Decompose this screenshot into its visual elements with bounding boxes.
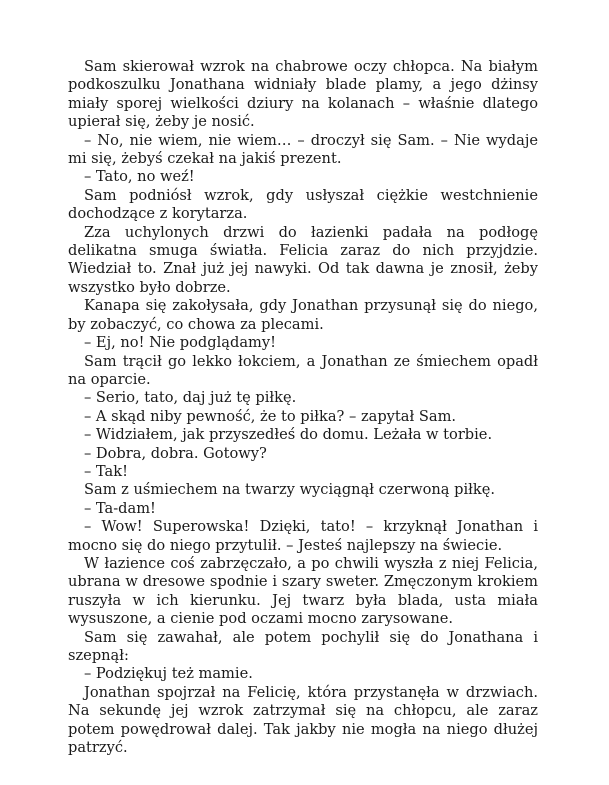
paragraph: Zza uchylonych drzwi do łazienki padała na podłogę delikatna smuga światła. Felicia zaraz do nich przyjdzie. Wiedział to. Znał już jej nawyki. Od tak dawna je znosił, żeby wszystko było dobrze.	[68, 223, 538, 296]
paragraph: Sam skierował wzrok na chabrowe oczy chłopca. Na białym podkoszulku Jonathana widniały blade plamy, a jego dżinsy miały sporej wielkości dziury na kolanach – właśnie dlatego upierał się, żeby je nosić.	[68, 58, 538, 131]
paragraph: Jonathan spojrzał na Felicię, która przystanęła w drzwiach. Na sekundę jej wzrok zatrzymał się na chłopcu, ale zaraz potem powędrował dalej. Tak jakby nie mogła na niego dłużej patrzyć.	[68, 683, 538, 757]
paragraph: Kanapa się zakołysała, gdy Jonathan przysunął się do niego, by zobaczyć, co chowa za plecami.	[68, 297, 538, 333]
paragraph: – Wow! Superowska! Dzięki, tato! – krzyknął Jonathan i mocno się do niego przytulił. – Jesteś najlepszy na świecie.	[68, 518, 538, 554]
paragraph: – Podziękuj też mamie.	[84, 665, 253, 683]
paragraph: Sam trącił go lekko łokciem, a Jonathan ze śmiechem opadł na oparcie.	[68, 352, 538, 388]
paragraph: – Tato, no weź!	[84, 168, 195, 186]
paragraph: – Serio, tato, daj już tę piłkę.	[84, 389, 297, 407]
paragraph: – A skąd niby pewność, że to piłka? – zapytał Sam.	[84, 407, 457, 425]
paragraph: – Tak!	[84, 462, 128, 480]
paragraph: – Ej, no! Nie podglądamy!	[84, 334, 276, 352]
paragraph: – No, nie wiem, nie wiem… – droczył się Sam. – Nie wydaje mi się, żebyś czekał na jakiś prezent.	[68, 131, 538, 168]
paragraph: – Ta-dam!	[84, 499, 156, 517]
paragraph: Sam się zawahał, ale potem pochylił się do Jonathana i szepnął:	[68, 628, 538, 664]
paragraph: Sam z uśmiechem na twarzy wyciągnął czerwoną piłkę.	[84, 481, 496, 499]
paragraph: – Widziałem, jak przyszedłeś do domu. Leżała w torbie.	[84, 426, 493, 444]
paragraph: – Dobra, dobra. Gotowy?	[84, 444, 267, 462]
paragraph: Sam podniósł wzrok, gdy usłyszał ciężkie westchnienie dochodzące z korytarza.	[68, 186, 538, 223]
book-page	[68, 58, 538, 757]
paragraph: W łazience coś zabrzęczało, a po chwili wyszła z niej Felicia, ubrana w dresowe spodnie i szary sweter. Zmęczonym krokiem ruszyła w ich kierunku. Jej twarz była blada, usta miała wysuszone, a cienie pod oczami mocno zarysowane.	[68, 554, 538, 628]
